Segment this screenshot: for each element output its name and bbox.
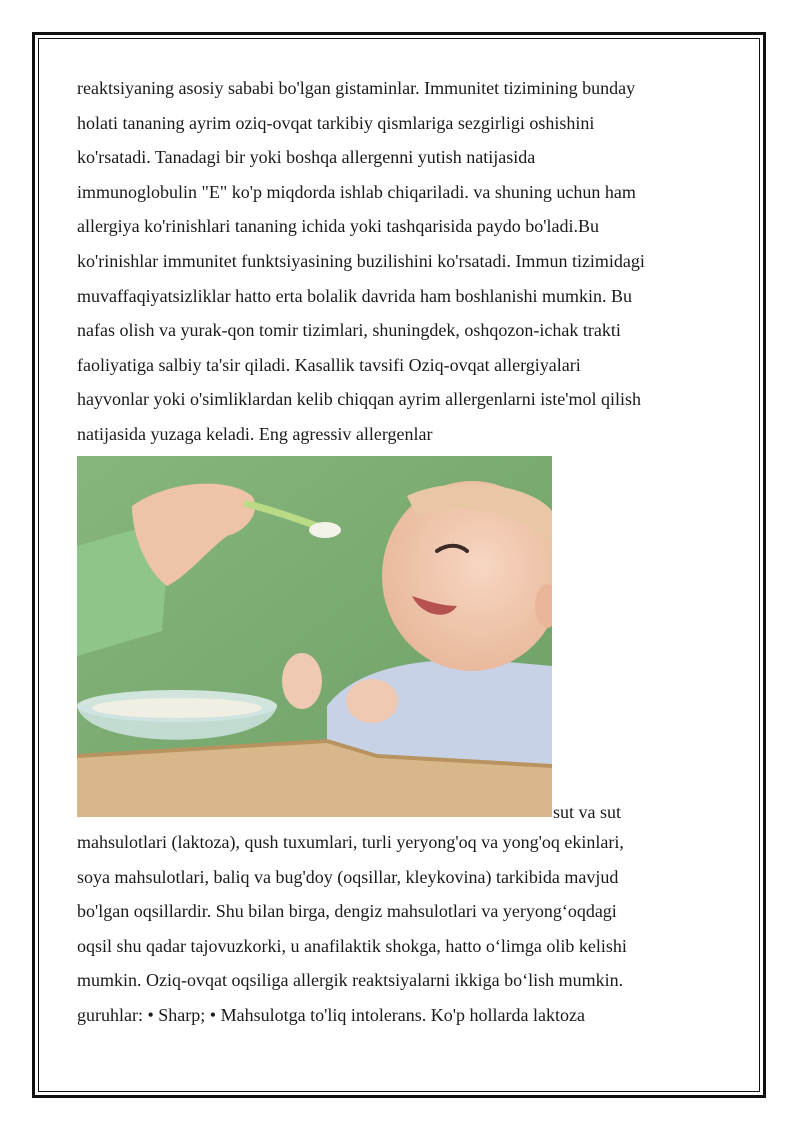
inline-text-after-image: sut va sut bbox=[553, 802, 622, 822]
text-line: natijasida yuzaga keladi. Eng agressiv allergenlar bbox=[77, 423, 433, 444]
text-line: mumkin. Oziq-ovqat oqsiliga allergik reaktsiyalarni ikkiga bo‘lish mumkin. bbox=[77, 970, 624, 991]
text-line: bo'lgan oqsillardir. Shu bilan birga, dengiz mahsulotlari va yeryong‘oqdagi bbox=[77, 901, 617, 922]
text-line: oqsil shu qadar tajovuzkorki, u anafilaktik shokga, hatto o‘limga olib kelishi bbox=[77, 935, 627, 956]
text-line: ko'rsatadi. Tanadagi bir yoki boshqa allergenni yutish natijasida bbox=[77, 147, 536, 168]
text-line: soya mahsulotlari, baliq va bug'doy (oqsillar, kleykovina) tarkibida mavjud bbox=[77, 866, 619, 887]
text-line: ko'rinishlar immunitet funktsiyasining buzilishini ko'rsatadi. Immun tizimidagi bbox=[77, 250, 645, 271]
baby-feeding-photo bbox=[77, 456, 552, 817]
text-line: mahsulotlari (laktoza), qush tuxumlari, turli yeryong'oq va yong'oq ekinlari, bbox=[77, 832, 624, 852]
text-line: nafas olish va yurak-qon tomir tizimlari, shuningdek, oshqozon-ichak trakti bbox=[77, 320, 621, 341]
text-line: allergiya ko'rinishlari tananing ichida yoki tashqarisida paydo bo'ladi.Bu bbox=[77, 216, 600, 237]
paragraph-after-image bbox=[77, 825, 717, 1033]
text-line: reaktsiyaning asosiy sababi bo'lgan gistaminlar. Immunitet tizimining bunday bbox=[77, 78, 636, 98]
paragraph-before-image bbox=[77, 71, 717, 452]
text-line: holati tananing ayrim oziq-ovqat tarkibiy qismlariga sezgirligi oshishini bbox=[77, 112, 595, 133]
text-line: immunoglobulin "E" ko'p miqdorda ishlab chiqariladi. va shuning uchun ham bbox=[77, 181, 636, 202]
text-line: hayvonlar yoki o'simliklardan kelib chiqqan ayrim allergenlarni iste'mol qilish bbox=[77, 389, 642, 410]
text-line: guruhlar: • Sharp; • Mahsulotga to'liq intolerans. Ko'p hollarda laktoza bbox=[77, 1004, 585, 1025]
text-line: faoliyatiga salbiy ta'sir qiladi. Kasallik tavsifi Oziq-ovqat allergiyalari bbox=[77, 354, 581, 375]
text-line: muvaffaqiyatsizliklar hatto erta bolalik davrida ham boshlanishi mumkin. Bu bbox=[77, 285, 633, 306]
